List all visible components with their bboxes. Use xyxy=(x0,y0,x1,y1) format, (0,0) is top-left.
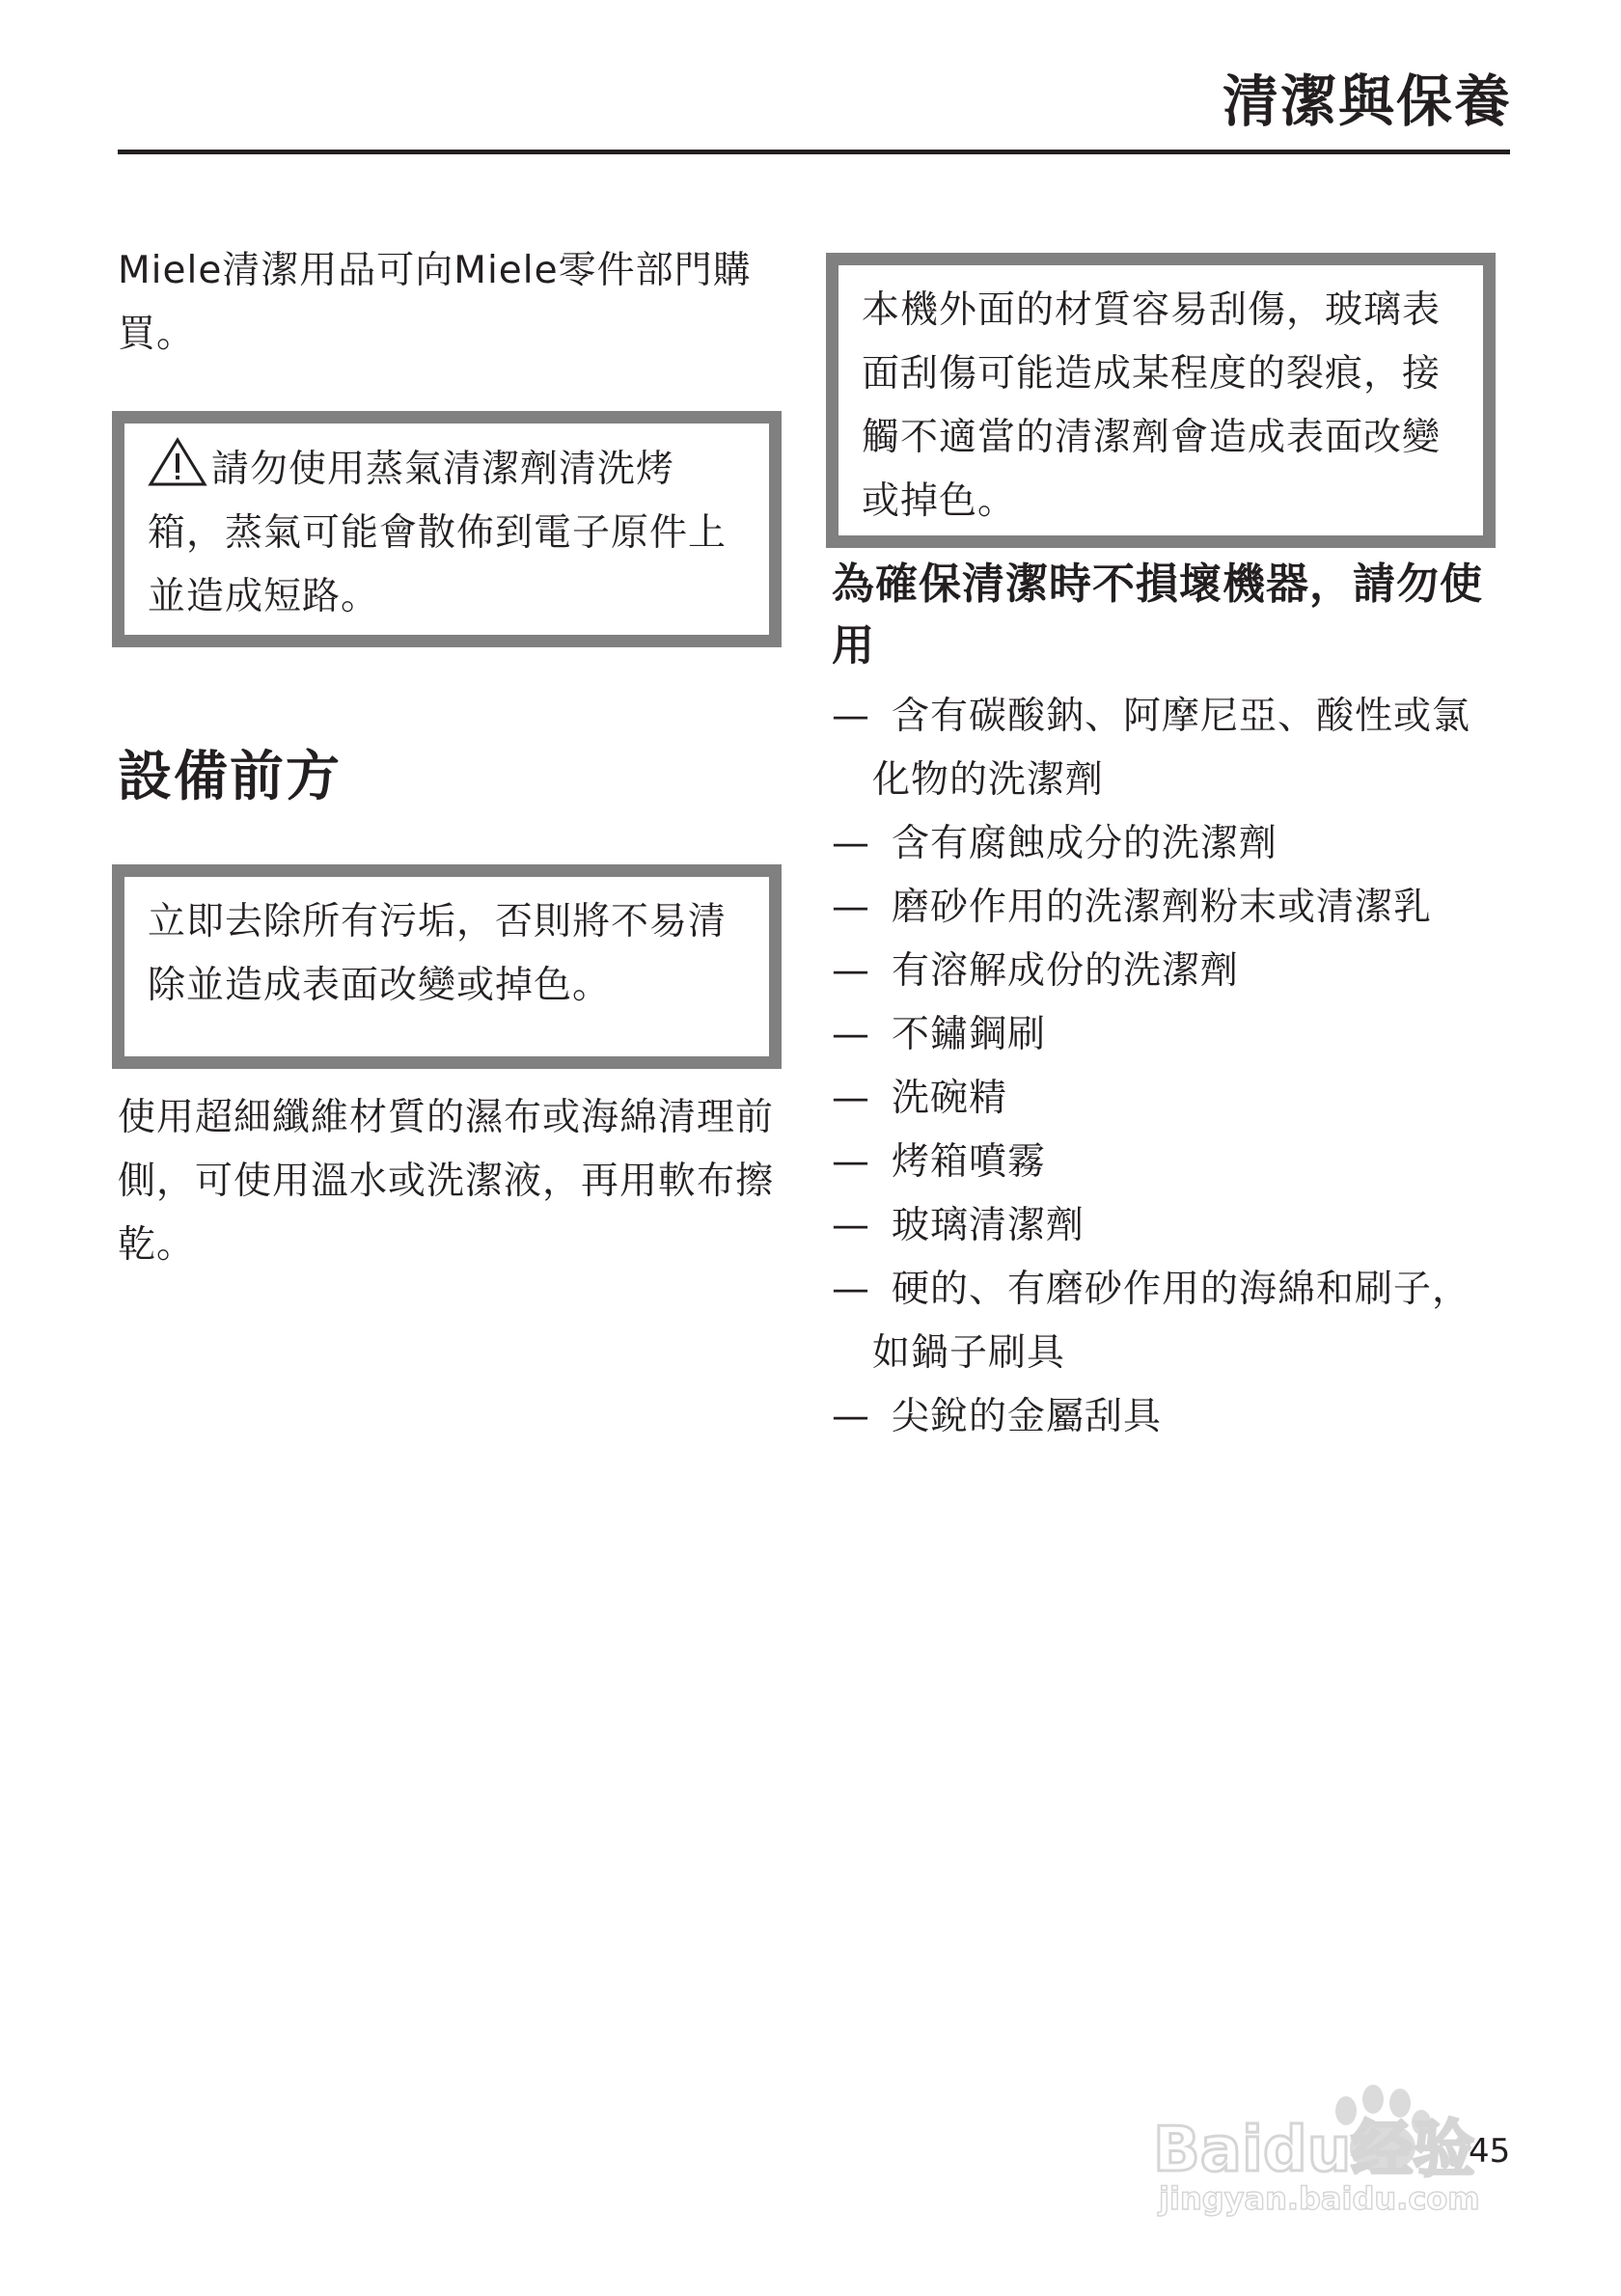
page-header-title: 清潔與保養 xyxy=(1222,68,1512,134)
list-item-text-continued: 如鍋子刷具 xyxy=(872,1331,1066,1375)
list-item-text: 不鏽鋼刷 xyxy=(892,1013,1047,1056)
dash-bullet: — xyxy=(832,1204,870,1247)
watermark-logo-text: Baidu经验 xyxy=(1153,2115,1475,2186)
list-item xyxy=(832,1003,1513,1067)
list-item-text: 尖銳的金屬刮具 xyxy=(892,1395,1163,1438)
list-item-text: 含有腐蝕成分的洗潔劑 xyxy=(892,822,1278,865)
dash-bullet: — xyxy=(832,1013,870,1056)
dash-bullet: — xyxy=(832,1395,870,1438)
list-item xyxy=(832,1385,1513,1449)
list-item-text-continued: 化物的洗潔劑 xyxy=(872,758,1105,802)
list-item xyxy=(832,1258,1513,1385)
list-item-text: 玻璃清潔劑 xyxy=(892,1204,1085,1247)
warning-icon xyxy=(148,437,207,487)
page-number: 45 xyxy=(1469,2132,1511,2171)
list-item xyxy=(832,812,1513,876)
do-not-use-heading: 為確保清潔時不損壞機器，請勿使用 xyxy=(832,560,1483,670)
dash-bullet: — xyxy=(832,1140,870,1184)
warning-text: 請勿使用蒸氣清潔劑清洗烤箱，蒸氣可能會散佈到電子原件上並造成短路。 xyxy=(148,448,728,618)
left-column xyxy=(118,239,803,1277)
dash-bullet: — xyxy=(832,1268,870,1311)
list-item-text: 烤箱噴霧 xyxy=(892,1140,1047,1184)
dash-bullet: — xyxy=(832,949,870,993)
watermark-url-text: jingyan.baidu.com xyxy=(1159,2180,1480,2217)
dash-bullet: — xyxy=(832,1077,870,1120)
surface-notice-box xyxy=(112,864,782,1069)
right-column xyxy=(832,253,1513,1449)
list-item xyxy=(832,1194,1513,1258)
cleaning-instructions: 使用超細纖維材質的濕布或海綿清理前側，可使用溫水或洗潔液，再用軟布擦乾。 xyxy=(118,1096,775,1267)
prohibited-cleaners-list xyxy=(832,685,1513,1449)
dash-bullet: — xyxy=(832,886,870,929)
dash-bullet: — xyxy=(832,695,870,738)
list-item xyxy=(832,1067,1513,1131)
list-item-text: 洗碗精 xyxy=(892,1077,1008,1120)
list-item-text: 硬的、有磨砂作用的海綿和刷子， xyxy=(892,1268,1471,1311)
list-item-text: 含有碳酸鈉、阿摩尼亞、酸性或氯 xyxy=(892,695,1471,738)
header-rule xyxy=(118,150,1510,154)
section-heading: 設備前方 xyxy=(118,746,342,808)
list-item-text: 有溶解成份的洗潔劑 xyxy=(892,949,1240,993)
list-item xyxy=(832,876,1513,940)
list-item xyxy=(832,685,1513,812)
intro-paragraph: Miele清潔用品可向Miele零件部門購買。 xyxy=(118,249,752,356)
material-notice-box xyxy=(826,253,1496,548)
list-item xyxy=(832,940,1513,1003)
material-notice-text: 本機外面的材質容易刮傷，玻璃表面刮傷可能造成某程度的裂痕，接觸不適當的清潔劑會造成表面改變或掉色。 xyxy=(862,288,1442,523)
list-item xyxy=(832,1131,1513,1194)
warning-box xyxy=(112,411,782,647)
list-item-text: 磨砂作用的洗潔劑粉末或清潔乳 xyxy=(892,886,1433,929)
dash-bullet: — xyxy=(832,822,870,865)
surface-notice-text: 立即去除所有污垢，否則將不易清除並造成表面改變或掉色。 xyxy=(148,900,728,1007)
